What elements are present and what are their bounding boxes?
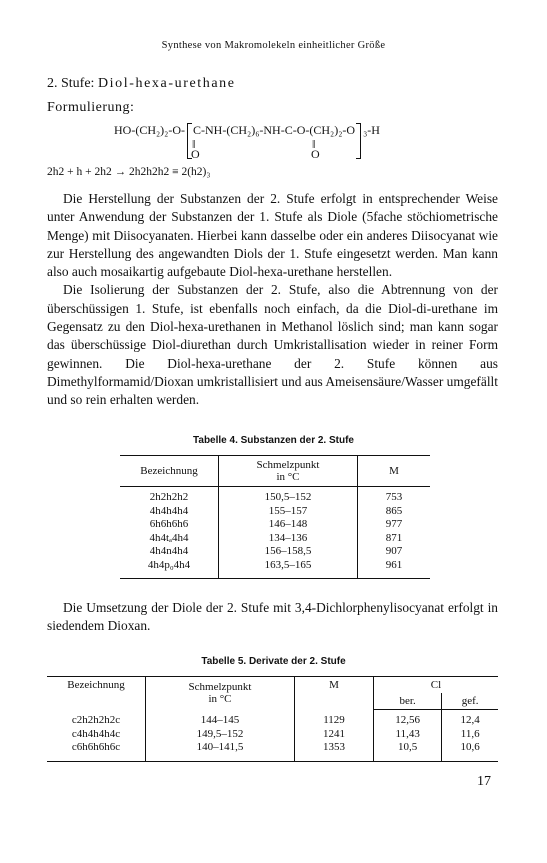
table4-header-m: M	[358, 456, 431, 487]
table-4	[120, 455, 430, 579]
table5-header-schmelzpunkt: Schmelzpunkt in °C	[146, 677, 295, 710]
body-text-1	[47, 190, 498, 410]
table5-caption: Tabelle 5. Derivate der 2. Stufe	[201, 656, 346, 667]
reaction-scheme: 2h2 + h + 2h2 → 2h2h2h2 ≡ 2(h2)₃	[47, 166, 211, 178]
table5-header-ber: ber.	[374, 693, 442, 710]
table4-caption: Tabelle 4. Substanzen der 2. Stufe	[193, 435, 354, 446]
table5-header-m: M	[295, 677, 374, 710]
formulation-label: Formulierung:	[47, 100, 135, 115]
chemical-formula	[114, 123, 380, 159]
stage-title: Diol-hexa-urethane	[97, 76, 236, 91]
bracket-right	[356, 123, 361, 159]
paragraph-1: Die Herstellung der Substanzen der 2. Stufe erfolgt in entsprechender Weise unter Anwendung der Substanzen der 1. Stufe als Diole (5fache stöchiometrische Menge) mit Diisocyanaten. Hierbei kann dasselbe oder ein anderes Diisocyanat wie zur Herstellung des angewandten Diols der 1. Stufe eingesetzt werden. Man kann also auch mosaikartig aufgebaute Diol-hexa-urethane herstellen.	[47, 191, 498, 280]
table4-header-schmelzpunkt: Schmelzpunkt in °C	[219, 456, 358, 487]
table-row: c6h6h6h6c 140–141,5 1353 10,5 10,6	[47, 741, 498, 761]
table-row: 4h4tₐ4h4 134–136 871	[120, 532, 430, 546]
oxygen-2: O	[311, 147, 320, 161]
table-row: 6h6h6h6 146–148 977	[120, 518, 430, 532]
table-row: c2h2h2h2c 144–145 1129 12,56 12,4	[47, 710, 498, 728]
double-bond-2: ‖	[312, 137, 316, 151]
stage-heading	[47, 76, 236, 92]
table4-header-bezeichnung: Bezeichnung	[120, 456, 219, 487]
table-row: 4h4p₀4h4 163,5–165 961	[120, 559, 430, 579]
paragraph-2: Die Isolierung der Substanzen der 2. Stufe, also die Abtrennung von der überschüssigen 1. Stufe, ist ebenfalls noch einfach, da die Diol-di-urethane im Gegensatz zu den Diol-hexa-urethanen in Methanol löslich sind; man kann sogar das überschüssige Diol-diurethan durch Umkristallisation wieder in reiner Form gewinnen. Die Diol-hexa-urethane der 2. Stufe können aus Dimethylformamid/Dioxan umkristallisiert und aus Ameisensäure/Wasser umgefällt und so rein erhalten werden.	[47, 282, 498, 408]
paragraph-3: Die Umsetzung der Diole der 2. Stufe mit 3,4-Dichlorphenylisocyanat erfolgt in siedendem Dioxan.	[47, 600, 498, 634]
table-row: 4h4h4h4 155–157 865	[120, 505, 430, 519]
table-row: c4h4h4h4c 149,5–152 1241 11,43 11,6	[47, 728, 498, 742]
table5-header-cl: Cl	[374, 677, 499, 694]
table5-header-gef: gef.	[442, 693, 498, 710]
running-header: Synthese von Makromolekeln einheitlicher Größe	[161, 40, 386, 51]
formula-inner: C-NH-(CH₂)₆-NH-C-O-(CH₂)₂-O	[193, 123, 356, 137]
body-text-2	[47, 599, 498, 636]
oxygen-1: O	[191, 147, 200, 161]
stage-prefix: 2. Stufe:	[47, 76, 95, 91]
table-5	[47, 676, 498, 762]
formula-left: HO-(CH₂)₂-O-	[114, 123, 186, 137]
page-number: 17	[477, 774, 491, 789]
formula-right: ₃-H	[363, 123, 380, 137]
table-row: 2h2h2h2 150,5–152 753	[120, 487, 430, 505]
double-bond-1: ‖	[192, 137, 196, 151]
table5-header-bezeichnung: Bezeichnung	[47, 677, 146, 710]
table-row: 4h4n4h4 156–158,5 907	[120, 545, 430, 559]
